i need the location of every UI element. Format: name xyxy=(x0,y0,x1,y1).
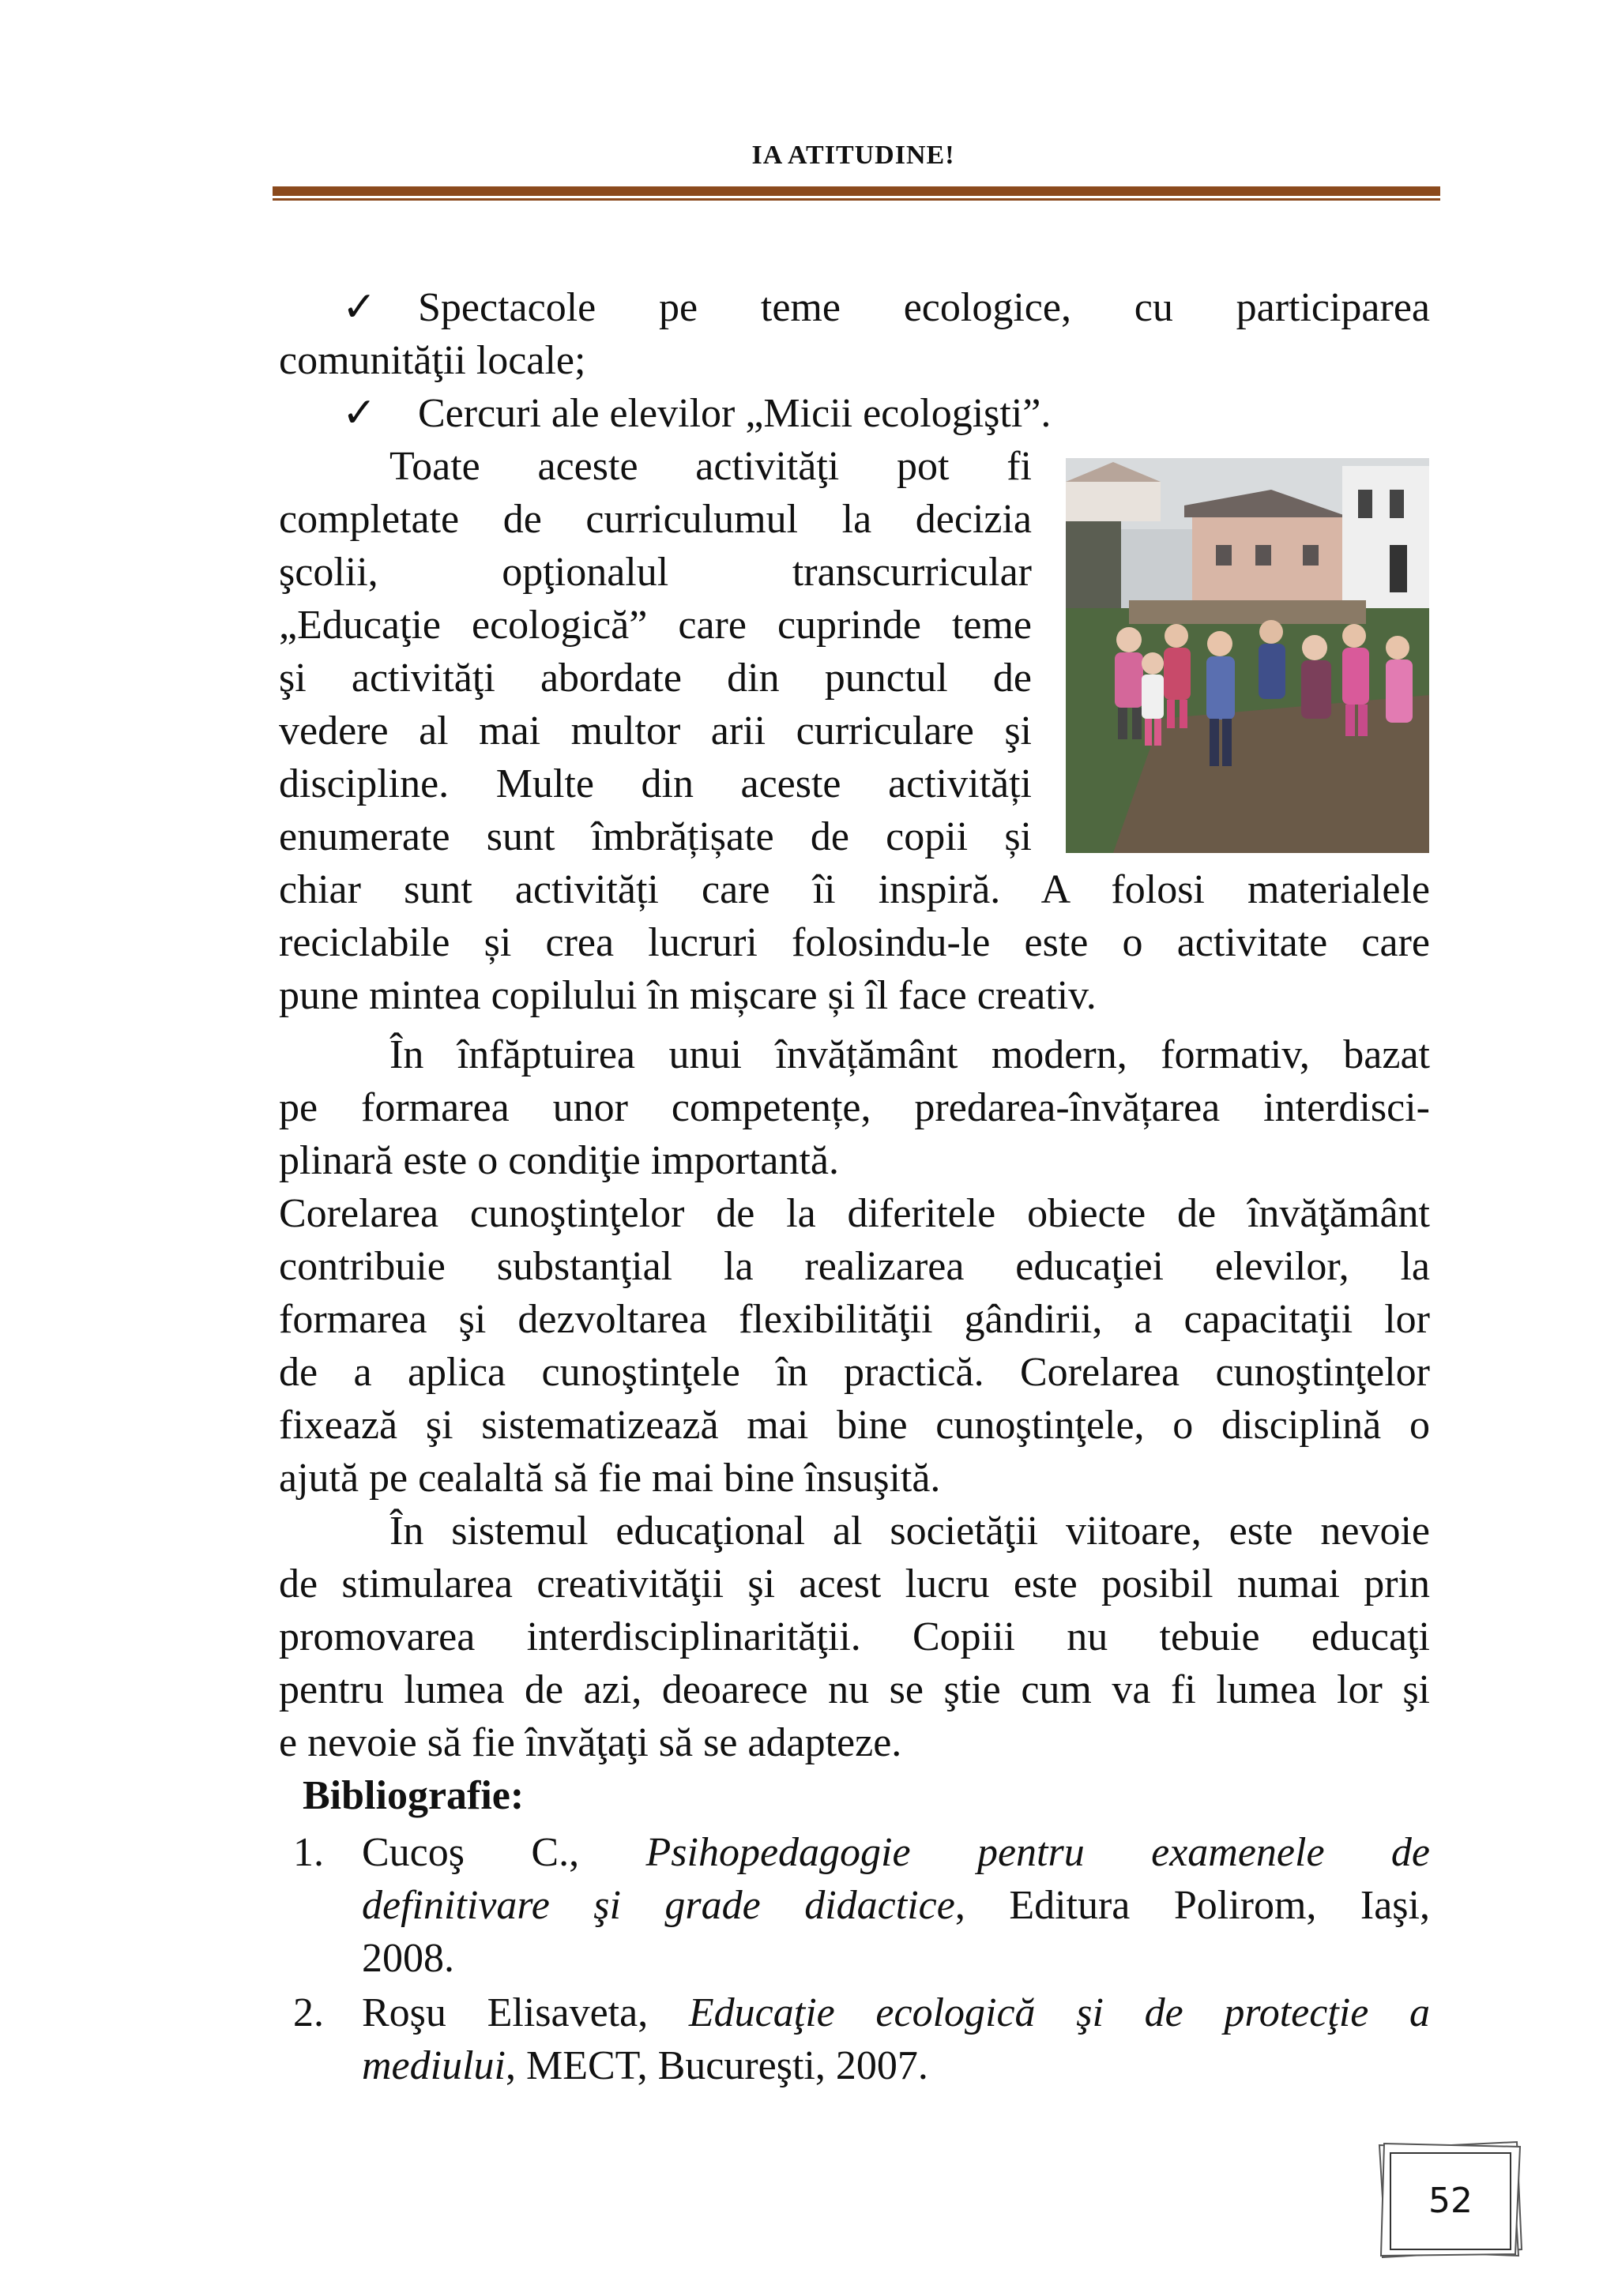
paragraph-line: e nevoie să fie învăţaţi să se adapteze. xyxy=(279,1720,902,1765)
paragraph-line: Corelarea cunoştinţelor de la diferitele obiecte de învăţământ xyxy=(279,1191,1430,1236)
ref-title: definitivare şi grade didactice xyxy=(362,1883,955,1928)
header-rule xyxy=(273,186,1440,196)
checklist-item-1: ✓ Spectacole pe teme ecologice, cu participarea xyxy=(279,281,1430,334)
paragraph-line: pe formarea unor competențe, predarea-învățarea interdisci- xyxy=(279,1085,1430,1130)
paragraph-line: de a aplica cunoştinţele în practică. Corelarea cunoştinţelor xyxy=(279,1350,1430,1395)
paragraph-3 xyxy=(279,1187,1430,1505)
paragraph-line: „Educaţie ecologică” care cuprinde teme xyxy=(279,603,1032,648)
page-number-frame xyxy=(1376,2139,1525,2262)
bibliography-item-2 xyxy=(279,1986,1430,2092)
header-rule-thin xyxy=(273,198,1440,201)
ref-title: Educaţie ecologică şi de protecţie a xyxy=(688,1990,1430,2035)
paragraph-line: contribuie substanţial la realizarea educaţiei elevilor, la xyxy=(279,1244,1430,1289)
check-icon: ✓ xyxy=(342,391,377,436)
paragraph-line: ajută pe cealaltă să fie mai bine însuşită. xyxy=(279,1456,941,1501)
paragraph-2 xyxy=(279,1028,1430,1187)
bibliography-number: 2. xyxy=(293,1990,324,2035)
paragraph-line: promovarea interdisciplinarităţii. Copiii nu tebuie educaţi xyxy=(279,1614,1430,1659)
paragraph-line: plinară este o condiţie importantă. xyxy=(279,1138,839,1183)
paragraph-line: formarea şi dezvoltarea flexibilităţii gândirii, a capacitaţii lor xyxy=(279,1297,1430,1342)
bibliography-item-1 xyxy=(279,1826,1430,1985)
paragraph-4 xyxy=(279,1505,1430,1769)
paragraph-line: În înfăptuirea unui învățământ modern, formativ, bazat xyxy=(389,1032,1430,1077)
ref-author: Cucoş C., xyxy=(362,1830,580,1875)
ref-publisher: , MECT, Bucureşti, 2007. xyxy=(505,2043,928,2088)
checklist-item-1-cont: comunităţii locale; xyxy=(279,338,586,383)
checklist xyxy=(279,281,1430,440)
paragraph-line: de stimularea creativităţii şi acest lucru este posibil numai prin xyxy=(279,1561,1430,1606)
paragraph-line: şcolii, opţionalul transcurricular xyxy=(279,550,1032,595)
paragraph-line: Toate aceste activităţi pot fi xyxy=(389,444,1032,489)
paragraph-line: pentru lumea de azi, deoarece nu se ştie cum va fi lumea lor şi xyxy=(279,1667,1430,1712)
bibliography-number: 1. xyxy=(293,1830,324,1875)
checklist-item-2: ✓ Cercuri ale elevilor „Micii ecologişti”. xyxy=(279,387,1430,440)
check-icon: ✓ xyxy=(342,285,377,330)
paragraph-line: şi activităţi abordate din punctul de xyxy=(279,656,1032,701)
ref-author: Roşu Elisaveta, xyxy=(362,1990,649,2035)
ref-publisher: , Editura Polirom, Iaşi, xyxy=(954,1883,1430,1928)
paragraph-line: pune mintea copilului în mișcare și îl face creativ. xyxy=(279,973,1097,1018)
ref-title: mediului xyxy=(362,2043,506,2088)
paragraph-line: discipline. Multe din aceste activități xyxy=(279,761,1032,806)
paragraph-line: enumerate sunt îmbrățișate de copii și xyxy=(279,814,1032,859)
paragraph-1 xyxy=(279,440,1430,1022)
paragraph-line: vedere al mai multor arii curriculare şi xyxy=(279,708,1032,753)
paragraph-line: În sistemul educaţional al societăţii viitoare, este nevoie xyxy=(389,1509,1430,1554)
running-header-title: IA ATITUDINE! xyxy=(751,141,955,170)
paragraph-line: completate de curriculumul la decizia xyxy=(279,497,1032,542)
paragraph-line: reciclabile și crea lucruri folosindu-le este o activitate care xyxy=(279,920,1430,965)
bibliography xyxy=(279,1769,1430,2092)
paragraph-line: fixează şi sistematizează mai bine cunoştinţele, o disciplină o xyxy=(279,1403,1430,1448)
ref-title: Psihopedagogie pentru examenele de xyxy=(645,1830,1430,1875)
page-number: 52 xyxy=(1428,2180,1473,2221)
bibliography-title: Bibliografie: xyxy=(303,1773,525,1818)
ref-year: 2008. xyxy=(362,1936,454,1981)
paragraph-line: chiar sunt activități care îi inspiră. A folosi materialele xyxy=(279,867,1430,912)
